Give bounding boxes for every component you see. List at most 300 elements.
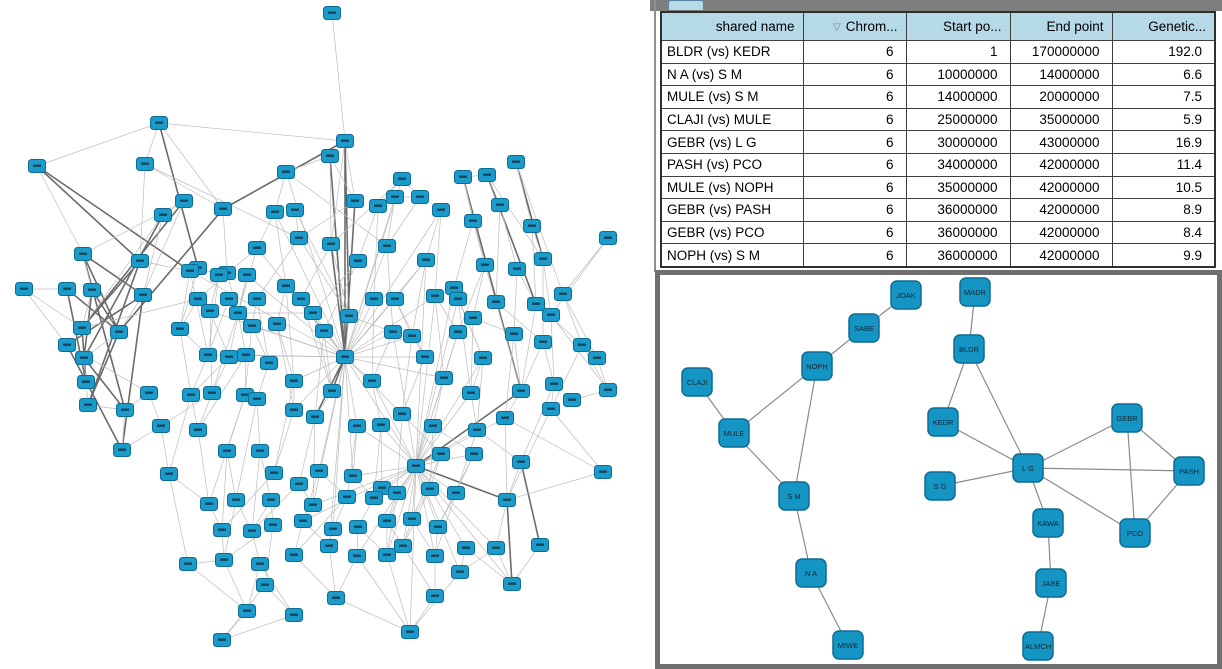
table-cell[interactable]: 14000000 [906,86,1010,109]
subnetwork-node-label: L G [1022,464,1034,473]
attribute-table-panel [660,11,1214,272]
node-label [452,492,460,494]
column-header-0[interactable] [661,12,803,41]
node-label [297,298,305,300]
node-label [320,330,328,332]
table-cell[interactable]: GEBR (vs) PCO [661,221,803,244]
node-label [63,344,71,346]
node-label [454,331,462,333]
network-edge [454,221,473,288]
table-cell[interactable]: 10000000 [906,63,1010,86]
node-label [512,161,520,163]
node-label [408,335,416,337]
node-label [341,140,349,142]
network-edge [353,466,416,476]
node-label [599,471,607,473]
node-label [539,258,547,260]
table-row[interactable] [661,221,1215,244]
node-label [225,298,233,300]
network-edge [505,418,507,500]
node-label [547,408,555,410]
network-edge [169,395,191,474]
subnetwork-edge [794,366,817,496]
node-label [248,530,256,532]
node-label [389,331,397,333]
table-row[interactable] [661,108,1215,131]
node-label [492,301,500,303]
node-label [467,392,475,394]
table-cell[interactable]: PASH (vs) PCO [661,153,803,176]
table-cell[interactable]: 6 [803,41,906,64]
subnetwork-node-label: GEBR [1116,414,1138,423]
network-edge [521,462,540,545]
table-cell[interactable]: MULE (vs) S M [661,86,803,109]
node-label [483,174,491,176]
node-label [139,294,147,296]
node-label [351,200,359,202]
node-label [408,518,416,520]
subnetwork-node-label: ALMCH [1024,642,1052,651]
column-header-3[interactable] [1010,12,1112,41]
node-label [253,247,261,249]
table-cell[interactable]: 8.9 [1112,199,1215,222]
table-cell[interactable]: 35000000 [1010,108,1112,131]
node-label [470,453,478,455]
node-label [88,289,96,291]
node-label [503,499,511,501]
table-cell[interactable]: 42000000 [1010,244,1112,267]
subnetwork-node-label: N A [804,569,818,578]
node-label [431,555,439,557]
node-label [248,325,256,327]
table-cell[interactable]: 6 [803,221,906,244]
table-row[interactable] [661,244,1215,267]
network-edge [387,555,410,632]
node-label [383,554,391,556]
column-header-1[interactable] [803,12,906,41]
table-cell[interactable]: 6 [803,63,906,86]
node-label [528,225,536,227]
node-label [353,555,361,557]
node-label [184,563,192,565]
node-label [391,196,399,198]
node-label [329,528,337,530]
network-edge [551,409,603,472]
node-label [539,341,547,343]
network-edge [516,162,543,259]
node-label [220,559,228,561]
subnetwork-node-label: PASH [1179,467,1199,476]
column-header-label: End point [1046,19,1104,34]
network-edge [387,197,420,246]
network-edge [159,123,345,141]
table-row[interactable] [661,176,1215,199]
table-cell[interactable]: 25000000 [906,108,1010,131]
table-row[interactable] [661,131,1215,154]
node-label [578,344,586,346]
network-edge [507,500,512,584]
node-label [267,499,275,501]
subnetwork-node-label: CLAJI [686,378,708,387]
table-cell[interactable]: 42000000 [1010,176,1112,199]
network-edge [433,378,444,426]
node-label [219,208,227,210]
node-label [437,453,445,455]
table-cell[interactable]: 6 [803,244,906,267]
node-label [326,155,334,157]
node-label [33,165,41,167]
node-label [269,524,277,526]
table-cell[interactable]: 170000000 [1010,41,1112,64]
network-edge [345,357,353,476]
node-label [232,499,240,501]
node-label [218,529,226,531]
node-label [462,547,470,549]
network-edge [372,332,393,381]
subnetwork-node-label: JABE [1041,579,1061,588]
network-edge [563,294,582,345]
network-edge [161,426,169,474]
node-label [349,475,357,477]
node-label [176,328,184,330]
node-label [180,200,188,202]
subnetwork-node-label: SABE [853,324,875,333]
node-label [325,545,333,547]
node-label [208,392,216,394]
column-header-label: Genetic... [1148,19,1206,34]
table-cell[interactable]: 1 [906,41,1010,64]
network-edge [313,417,315,505]
table-cell[interactable]: 11.4 [1112,153,1215,176]
subnetwork-node-label: BLDR [958,345,980,354]
node-label [568,399,576,401]
table-cell[interactable]: GEBR (vs) PASH [661,199,803,222]
node-label [353,425,361,427]
node-label [118,449,126,451]
node-label [604,237,612,239]
node-label [532,303,540,305]
table-cell[interactable]: 35000000 [906,176,1010,199]
node-label [459,176,467,178]
table-cell[interactable]: 6 [803,153,906,176]
network-edge [24,289,67,345]
table-cell[interactable]: GEBR (vs) L G [661,131,803,154]
node-label [79,253,87,255]
network-edge [224,560,247,611]
subnetwork-node-label: JOAK [896,291,916,300]
network-edge [274,410,294,473]
table-cell[interactable]: 36000000 [906,244,1010,267]
table-cell[interactable]: 6.6 [1112,63,1215,86]
node-label [429,425,437,427]
node-label [243,274,251,276]
node-label [165,473,173,475]
node-label [145,392,153,394]
subnetwork-node-label: PCO [1126,529,1144,538]
node-label [273,323,281,325]
table-cell[interactable]: 6 [803,108,906,131]
node-label [290,380,298,382]
node-label [501,417,509,419]
node-label [416,196,424,198]
column-header-label: Chrom... [845,19,898,34]
network-edge [416,466,466,548]
node-label [354,260,362,262]
network-edge [274,381,294,473]
node-label [431,595,439,597]
node-label [204,354,212,356]
subnetwork-node-label: KEDR [932,418,954,427]
table-cell[interactable]: MULE (vs) NOPH [661,176,803,199]
node-label [215,274,223,276]
network-edge [331,244,349,316]
subnetwork-node-label: NOPH [806,362,828,371]
network-edge [332,13,345,141]
table-cell[interactable]: 36000000 [906,199,1010,222]
table-row[interactable] [661,86,1215,109]
network-edge [372,299,374,381]
table-cell[interactable]: BLDR (vs) KEDR [661,41,803,64]
network-edge [381,425,382,488]
node-label [398,413,406,415]
network-edge [252,451,260,531]
network-edge [521,304,536,391]
node-label [256,450,264,452]
table-row[interactable] [661,153,1215,176]
node-label [155,122,163,124]
node-label [434,526,442,528]
node-label [517,390,525,392]
network-edge [487,175,536,304]
table-cell[interactable]: 14000000 [1010,63,1112,86]
network-edge [223,209,227,273]
node-label [393,492,401,494]
node-label [341,356,349,358]
table-row[interactable] [661,41,1215,64]
subnetwork-edge [1028,468,1189,471]
network-edge [257,399,260,451]
network-edge [145,164,299,238]
node-label [290,614,298,616]
node-label [282,285,290,287]
table-cell[interactable]: 36000000 [906,221,1010,244]
network-edge [180,329,191,395]
column-header-label: Start po... [942,19,1002,34]
network-edge [393,332,416,466]
node-label [309,504,317,506]
node-label [84,404,92,406]
node-label [431,295,439,297]
network-edge [496,205,500,302]
node-label [282,171,290,173]
table-header-row [661,12,1215,41]
node-label [517,461,525,463]
subnetwork-node-label: S G [933,482,947,491]
subnetwork-canvas[interactable] [660,275,1217,664]
table-row[interactable] [661,199,1215,222]
table-cell[interactable]: 16.9 [1112,131,1215,154]
table-cell[interactable]: 6 [803,131,906,154]
node-label [426,488,434,490]
node-label [253,298,261,300]
node-label [398,178,406,180]
network-edge [122,295,143,450]
attribute-table [660,11,1216,268]
node-label [377,424,385,426]
node-label [391,298,399,300]
network-edge [507,472,603,500]
network-edge [487,175,543,259]
node-label [536,544,544,546]
table-cell[interactable]: 42000000 [1010,199,1112,222]
table-head [661,12,1215,41]
node-label [295,483,303,485]
node-label [241,394,249,396]
node-label [63,288,71,290]
node-label [295,237,303,239]
node-label [291,209,299,211]
table-cell[interactable]: N A (vs) S M [661,63,803,86]
node-label [256,563,264,565]
table-cell[interactable]: 7.5 [1112,86,1215,109]
subnetwork-node-label: MIWE [837,641,859,650]
node-label [187,394,195,396]
network-edge [496,302,521,391]
table-cell[interactable]: 43000000 [1010,131,1112,154]
node-label [399,545,407,547]
node-label [121,409,129,411]
node-label [271,211,279,213]
node-label [218,639,226,641]
node-label [593,357,601,359]
table-cell[interactable]: 192.0 [1112,41,1215,64]
node-label [299,520,307,522]
network-edge [37,166,83,254]
subnetwork-edge [1127,418,1135,533]
column-header-2[interactable] [906,12,1010,41]
node-label [469,220,477,222]
node-label [559,293,567,295]
node-label [354,526,362,528]
network-edge [473,265,485,318]
table-cell[interactable]: 9.9 [1112,244,1215,267]
node-label [194,298,202,300]
node-label [492,547,500,549]
node-label [265,362,273,364]
node-label [243,610,251,612]
node-label [513,268,521,270]
node-label [374,205,382,207]
table-cell[interactable]: 5.9 [1112,108,1215,131]
node-label [412,465,420,467]
node-label [496,204,504,206]
network-edge [329,546,336,598]
network-edge [435,210,441,296]
node-label [205,503,213,505]
node-label [194,429,202,431]
network-edge [514,269,517,334]
network-edge [336,598,410,632]
table-cell[interactable]: 8.4 [1112,221,1215,244]
table-cell[interactable]: 6 [803,86,906,109]
node-label [383,520,391,522]
table-cell[interactable]: 6 [803,199,906,222]
network-edge [500,205,517,269]
network-edge [37,166,140,261]
node-label [78,327,86,329]
node-label [328,12,336,14]
table-cell[interactable]: 30000000 [906,131,1010,154]
table-cell[interactable]: CLAJI (vs) MULE [661,108,803,131]
node-label [469,317,477,319]
table-cell[interactable]: 34000000 [906,153,1010,176]
node-label [508,583,516,585]
node-label [115,331,123,333]
subnetwork-edge [969,349,1028,468]
network-edge [496,500,507,548]
network-edge [551,238,608,315]
panel-tab[interactable] [668,0,704,10]
node-label [422,259,430,261]
node-label [454,298,462,300]
node-label [315,470,323,472]
node-label [328,390,336,392]
node-label [82,381,90,383]
node-label [343,496,351,498]
table-cell[interactable]: 42000000 [1010,153,1112,176]
table-body [661,41,1215,267]
table-cell[interactable]: 20000000 [1010,86,1112,109]
node-label [437,209,445,211]
table-cell[interactable]: 10.5 [1112,176,1215,199]
column-header-4[interactable] [1112,12,1215,41]
node-label [378,487,386,489]
node-label [309,312,317,314]
network-edge [169,474,188,564]
network-edge [516,162,532,226]
filter-icon[interactable]: ▽ [833,22,841,33]
network-edge [198,430,209,504]
table-cell[interactable]: 42000000 [1010,221,1112,244]
top-panel-strip [650,0,1222,11]
node-label [270,472,278,474]
node-label [421,356,429,358]
node-label [332,597,340,599]
network-edge [426,210,441,260]
node-label [473,429,481,431]
node-label [510,333,518,335]
panel-divider [654,0,656,272]
node-label [223,450,231,452]
node-label [450,287,458,289]
table-cell[interactable]: NOPH (vs) S M [661,244,803,267]
subnetwork-panel [655,270,1222,669]
node-label [327,243,335,245]
table-row[interactable] [661,63,1215,86]
network-edge [563,238,608,294]
node-label [242,354,250,356]
column-header-label: shared name [715,19,795,34]
node-label [141,163,149,165]
network-edge [521,342,543,391]
node-label [80,357,88,359]
subnetwork-node-label: MADR [963,288,987,297]
table-cell[interactable]: 6 [803,176,906,199]
node-label [157,425,165,427]
node-label [604,389,612,391]
node-label [481,264,489,266]
network-edge [227,451,236,500]
